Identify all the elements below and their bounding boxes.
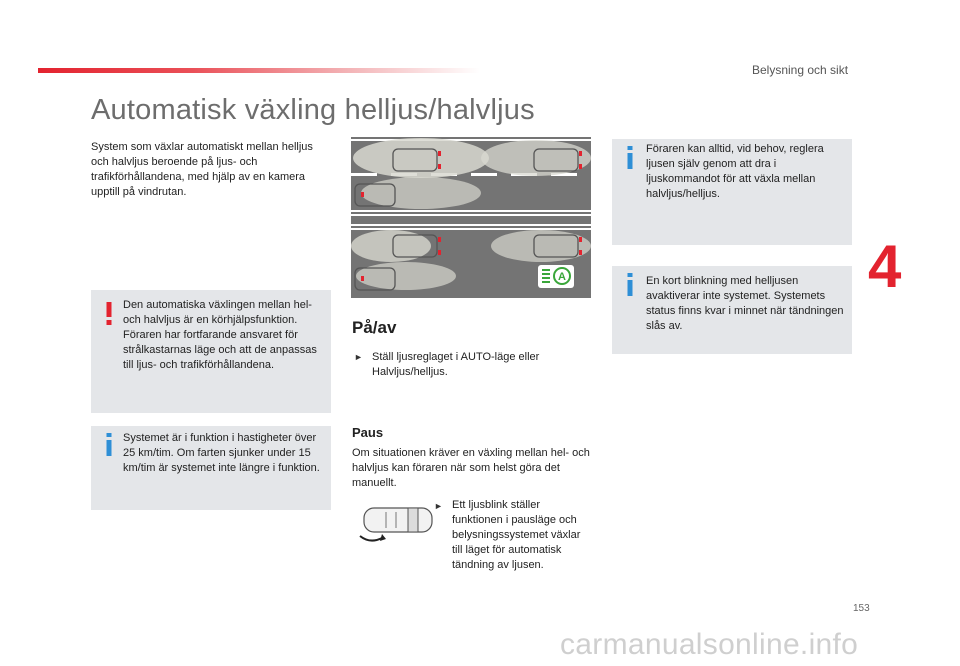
watermark: carmanualsonline.info xyxy=(560,628,859,661)
low-beam-illustration xyxy=(351,226,591,298)
warning-icon xyxy=(103,300,115,326)
info-box-flash xyxy=(612,266,852,354)
on-off-instruction: Ställ ljusreglaget i AUTO-läge eller Halvljus/helljus. xyxy=(372,351,540,378)
section-title: Belysning och sikt xyxy=(752,63,849,77)
warning-box xyxy=(91,290,331,413)
bullet-arrow-icon: ► xyxy=(434,501,443,511)
auto-beam-indicator-icon xyxy=(538,265,574,288)
info-icon xyxy=(103,431,115,457)
bullet-arrow-icon: ► xyxy=(354,352,363,362)
info-box-speed xyxy=(91,426,331,510)
info-icon xyxy=(624,271,636,297)
info-icon xyxy=(624,144,636,170)
pause-instruction: Ett ljusblink ställer funktionen i pausläge och belysningssystemet växlar till läget för automatisk tändning av ljusen. xyxy=(452,499,581,571)
pause-text: Om situationen kräver en växling mellan hel- och halvljus kan föraren när som helst göra det manuellt. xyxy=(352,447,590,489)
indicator-letter: A xyxy=(558,271,566,283)
intro-text: System som växlar automatiskt mellan helljus och halvljus beroende på ljus- och trafikförhållandena, med hjälp av en kamera upptill på vindrutan. xyxy=(91,141,313,198)
light-stalk-illustration xyxy=(356,502,436,546)
warning-text: Den automatiska växlingen mellan hel- och halvljus är en körhjälpsfunktion. Föraren har fortfarande ansvaret för strålkastarnas läge och att de anpassas till ljus- och trafikförhållandena. xyxy=(123,299,317,371)
heading-pause: Paus xyxy=(352,425,384,440)
chapter-number: 4 xyxy=(868,233,902,300)
page-title: Automatisk växling helljus/halvljus xyxy=(91,94,535,126)
high-beam-illustration xyxy=(351,137,591,224)
info-box-manual xyxy=(612,139,852,245)
heading-on-off: På/av xyxy=(352,318,397,337)
page-number: 153 xyxy=(853,603,870,614)
info-manual-text: Föraren kan alltid, vid behov, reglera ljusen själv genom att dra i ljuskommandot för att växla mellan halvljus/helljus. xyxy=(646,143,824,200)
info-speed-text: Systemet är i funktion i hastigheter över 25 km/tim. Om farten sjunker under 15 km/tim är systemet inte längre i funktion. xyxy=(123,432,320,474)
header-accent-bar xyxy=(38,68,480,73)
info-flash-text: En kort blinkning med helljusen avaktiverar inte systemet. Systemets status finns kvar i minnet när tändningen slås av. xyxy=(646,275,844,332)
